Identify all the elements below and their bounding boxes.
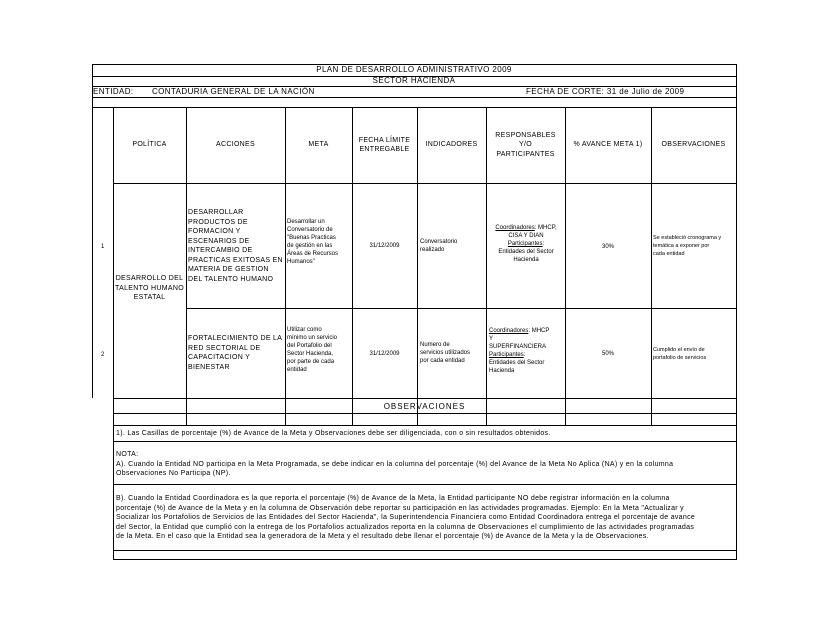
grid-line [417,413,418,425]
entidad-value: CONTADURIA GENERAL DE LA NACIÓN [152,87,315,96]
row-responsables: Coordinadores: MHCP, CISA Y DIAN Participantes: Entidades del Sector Hacienda [495,225,557,263]
grid-line [736,64,737,560]
sector-title: SECTOR HACIENDA [372,76,456,85]
grid-line [186,308,736,309]
note-block-a: NOTA: A). Cuando la Entidad NO participa en la Meta Programada, se debe indicar en la columna del porcentaje (%) del Avance de la Meta No Aplica (NA) y en la columna Observaciones No Participa (NP). [116,451,674,477]
column-header-acciones: ACCIONES [216,141,255,149]
fecha-corte: FECHA DE CORTE: 31 de Julio de 2009 [526,87,685,96]
row-avance: 30% [601,244,614,250]
grid-line [113,413,736,414]
row-observaciones: Cumplido el envío de portafolio de servicios [653,347,707,361]
grid-line [113,559,736,560]
grid-line [92,64,93,398]
note-1: 1). Las Casillas de porcentaje (%) de Avance de la Meta y Observaciones debe ser diligenciada, con o sin resultados obtenidos. [116,430,551,437]
column-header-indicadores: INDICADORES [425,141,478,149]
grid-line [565,413,566,425]
grid-line [285,413,286,425]
grid-line [113,550,736,551]
grid-line [352,413,353,425]
entidad-label: ENTIDAD: [93,87,134,96]
column-header-observaciones: OBSERVACIONES [661,141,726,149]
grid-line [651,413,652,425]
grid-line [113,441,736,442]
row-acciones: DESARROLLAR PRODUCTOS DE FORMACION Y ESCENARIOS DE INTERCAMBIO DE PRACTICAS EXITOSAS EN MATERIA DE GESTION DEL TALENTO HUMANO [188,209,283,283]
observaciones-title: OBSERVACIONES [383,402,466,411]
grid-line [113,183,736,184]
column-header-meta: META [308,141,329,149]
note-block-b: B). Cuando la Entidad Coordinadora es la que reporta el porcentaje (%) de Avance de la Meta, la Entidad participante NO debe registrar información en la columna porcentaje (%) de Avance de la Meta y en la columna de Observación debe reportar su participación en las actividades programadas. Ejemplo: En la Meta "Actualizar y Socializar los Portafolios de Servicios de las Entidades del Sector Hacienda", la Superintendencia Financiera como Entidad Coordinadora entrega el porcentaje de avance del Sector, la Entidad que cumplió con la entrega de los Portafolios actualizados reporta en la columna de Observaciones el cumplimiento de las actividades programadas de la Meta. En el caso que la Entidad sea la generadora de la Meta y el resultado debe llenar el porcentaje (%) de Avance de la Meta y la de Observaciones. [116,495,696,540]
column-header-fecha: FECHA LÍMITE ENTREGABLE [358,136,411,153]
row-observaciones: Se estableció cronograma y temática a exponer por cada entidad [653,235,722,257]
column-header-avance: % AVANCE META 1) [573,141,643,149]
column-header-politica: POLÍTICA [132,141,167,149]
row-indicadores: Conversatorio realizado [420,239,458,253]
grid-line [486,413,487,425]
grid-line [92,97,736,98]
document-title: PLAN DE DESARROLLO ADMINISTRATIVO 2009 [316,65,512,74]
row-fecha: 31/12/2009 [369,243,400,249]
row-acciones: FORTALECIMIENTO DE LA RED SECTORIAL DE CAPACITACION Y BIENESTAR [188,335,283,371]
politica-cell: DESARROLLO DEL TALENTO HUMANO ESTATAL [115,275,184,301]
row-number: 1 [101,244,105,250]
row-avance: 50% [601,351,614,357]
row-meta: Utilizar como mínimo un servicio del Portafolio del Sector Hacienda, por parte de cada entidad [287,327,338,373]
row-number: 2 [101,352,105,358]
grid-line [113,425,736,426]
grid-line [113,398,736,399]
grid-line [113,484,736,485]
row-responsables: Coordinadores: MHCP Y SUPERFINANCIERA Participantes: Entidades del Sector Hacienda [489,328,550,374]
row-meta: Desarrollar un Conversatorio de "Buenas Practicas de gestión en las Áreas de Recursos Humanos" [287,219,339,265]
column-header-responsables: RESPONSABLES Y/O PARTICIPANTES [495,131,556,158]
grid-line [186,413,187,425]
row-indicadores: Numero de servicios utilizados por cada entidad [420,342,471,364]
row-fecha: 31/12/2009 [369,351,400,357]
